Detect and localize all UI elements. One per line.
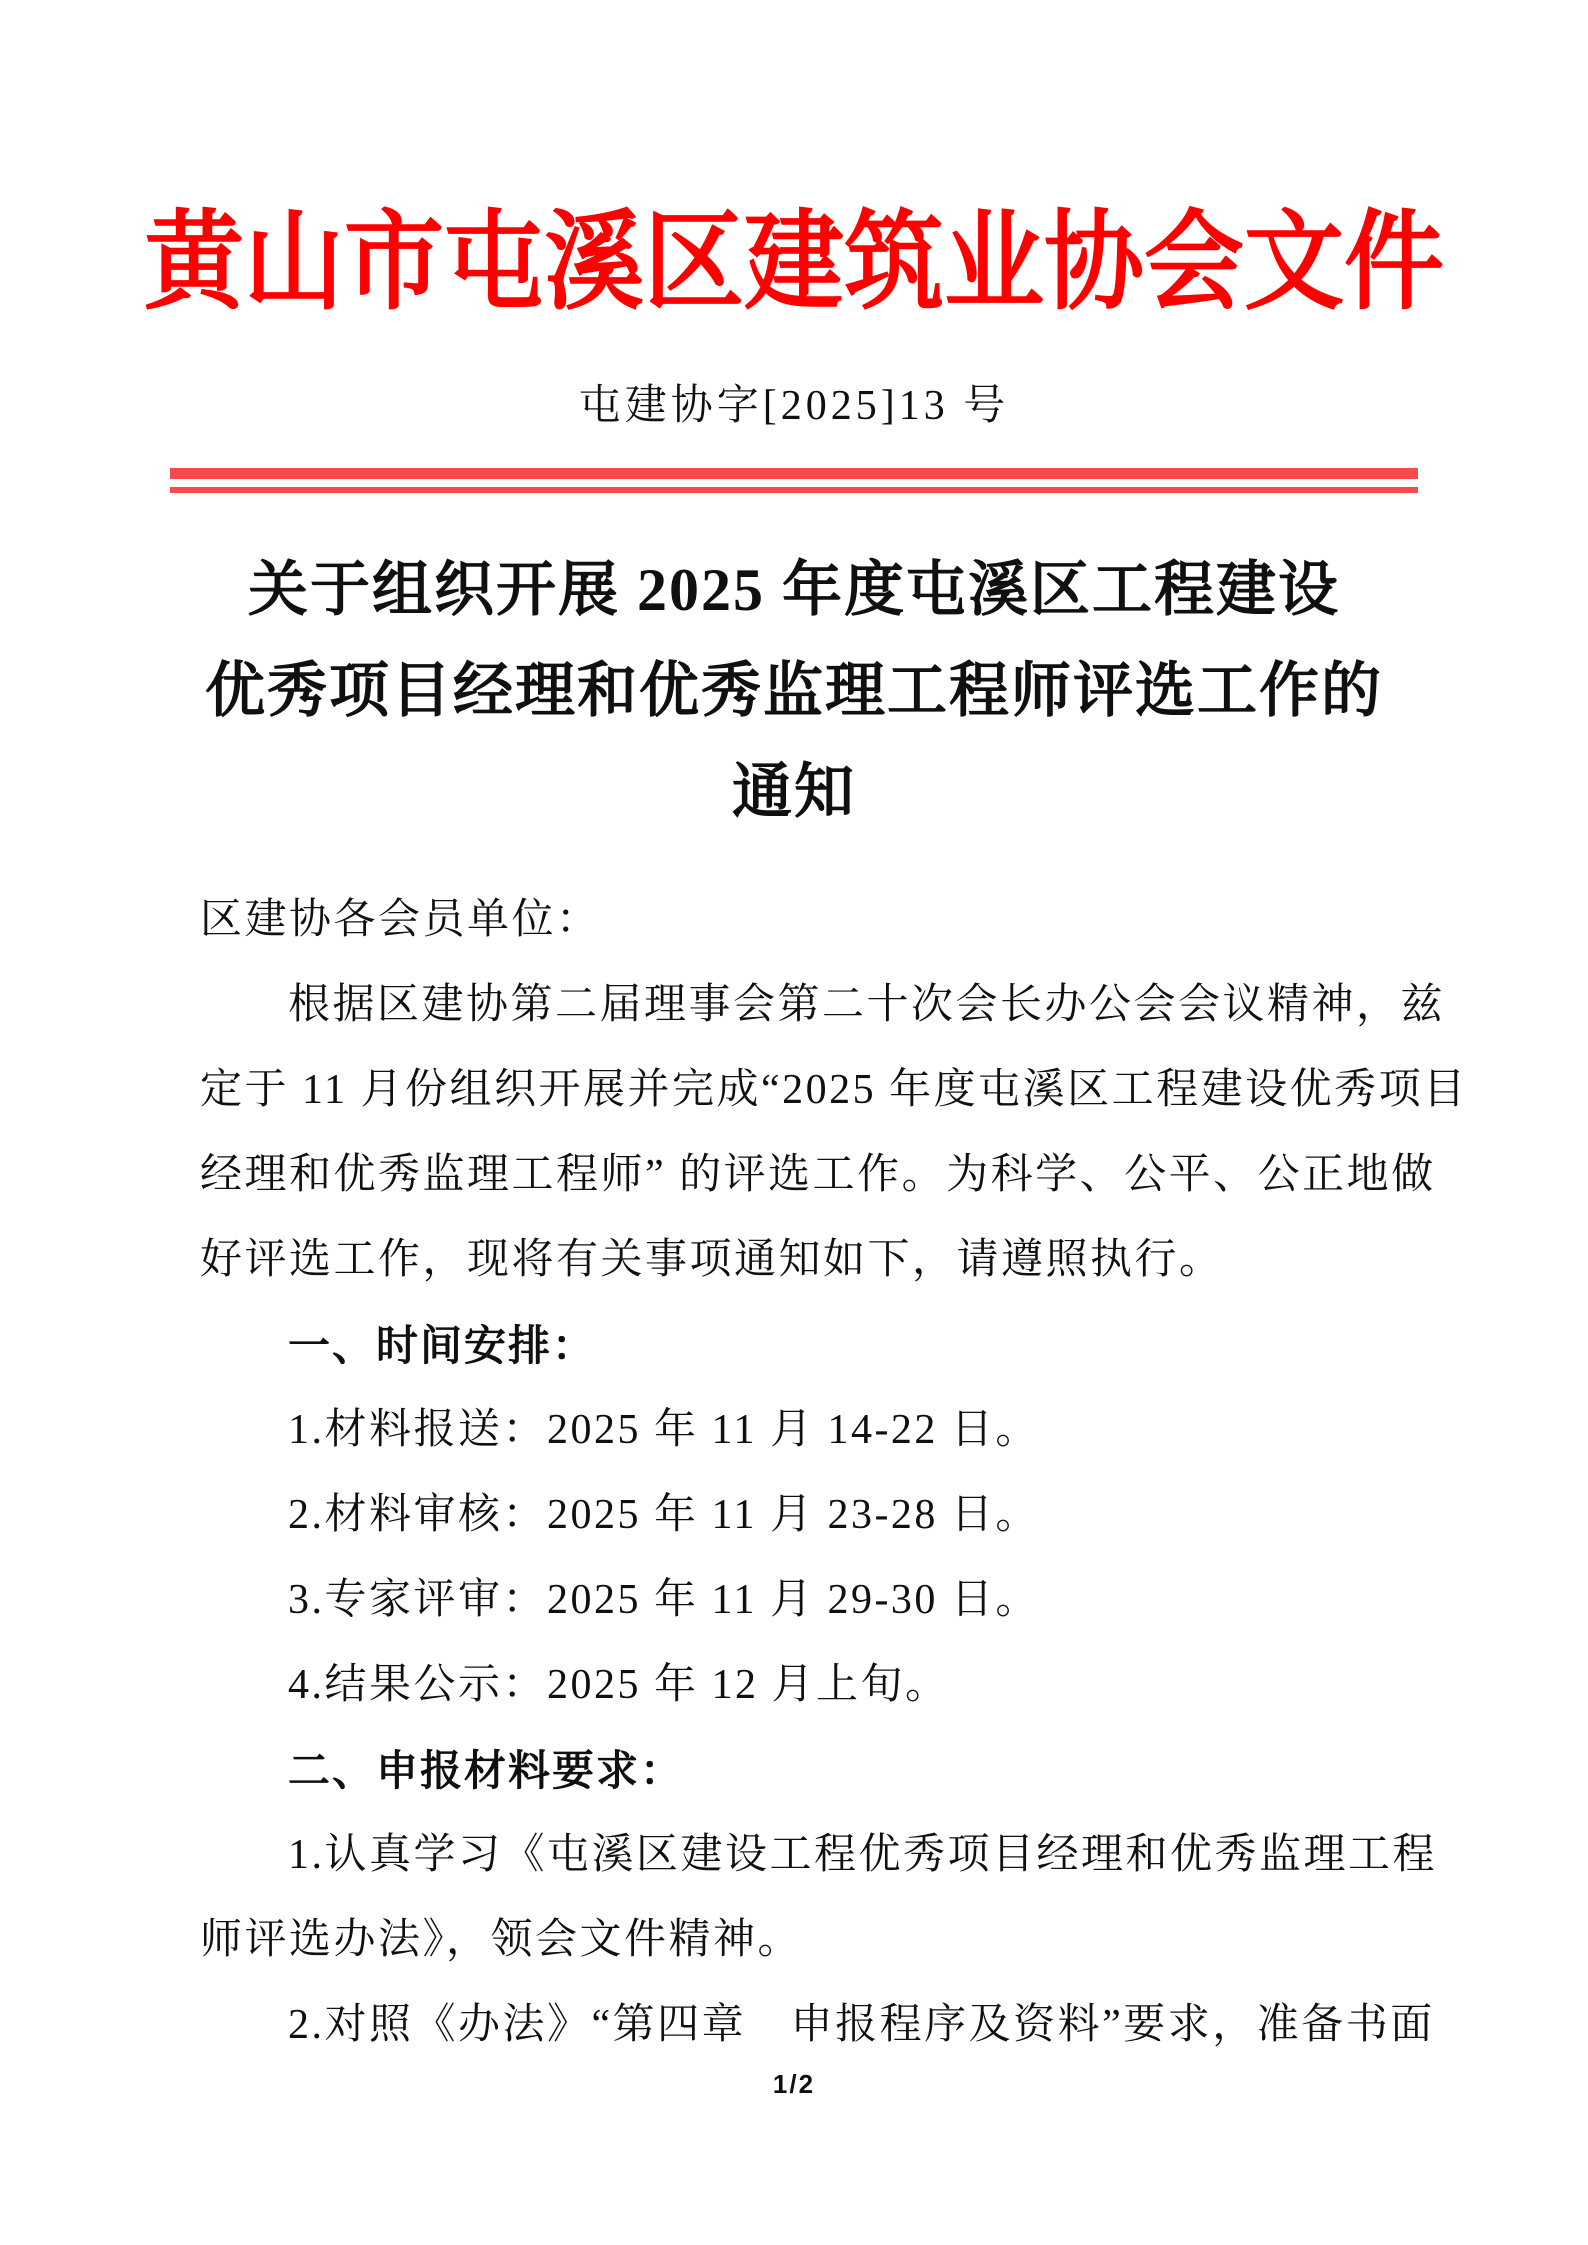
body-line: 1.材料报送：2025 年 11 月 14-22 日。 — [288, 1407, 1040, 1453]
body-line: 1.认真学习《屯溪区建设工程优秀项目经理和优秀监理工程 — [288, 1832, 1438, 1878]
body-line: 2.材料审核：2025 年 11 月 23-28 日。 — [288, 1492, 1040, 1538]
body-line: 经理和优秀监理工程师” 的评选工作。为科学、公平、公正地做 — [200, 1152, 1436, 1198]
section-heading-line: 一、时间安排： — [288, 1322, 597, 1369]
red-rule-top — [170, 468, 1418, 479]
section-heading-line: 二、申报材料要求： — [288, 1747, 685, 1794]
doc-number: 屯建协字[2025]13 号 — [578, 383, 1010, 429]
notice-title-line: 通知 — [732, 759, 856, 825]
body-line: 定于 11 月份组织开展并完成“2025 年度屯溪区工程建设优秀项目 — [200, 1067, 1468, 1113]
notice-title-line: 优秀项目经理和优秀监理工程师评选工作的 — [205, 658, 1383, 724]
body-line: 3.专家评审：2025 年 11 月 29-30 日。 — [288, 1577, 1040, 1623]
body-line: 2.对照《办法》“第四章 申报程序及资料”要求，准备书面 — [288, 2002, 1435, 2048]
notice-title-line: 关于组织开展 2025 年度屯溪区工程建设 — [248, 557, 1340, 623]
notice-title — [0, 540, 1588, 843]
body-line: 4.结果公示：2025 年 12 月上旬。 — [288, 1662, 950, 1708]
body-line: 师评选办法》，领会文件精神。 — [200, 1917, 803, 1963]
notice-body — [200, 878, 1468, 2068]
red-rule-bottom — [170, 487, 1418, 493]
body-line: 区建协各会员单位： — [200, 897, 601, 943]
page-number: 1/2 — [772, 2069, 816, 2099]
body-line: 根据区建协第二届理事会第二十次会长办公会会议精神，兹 — [288, 982, 1446, 1028]
org-title: 黄山市屯溪区建筑业协会文件 — [144, 202, 1444, 323]
body-line: 好评选工作，现将有关事项通知如下，请遵照执行。 — [200, 1237, 1224, 1283]
